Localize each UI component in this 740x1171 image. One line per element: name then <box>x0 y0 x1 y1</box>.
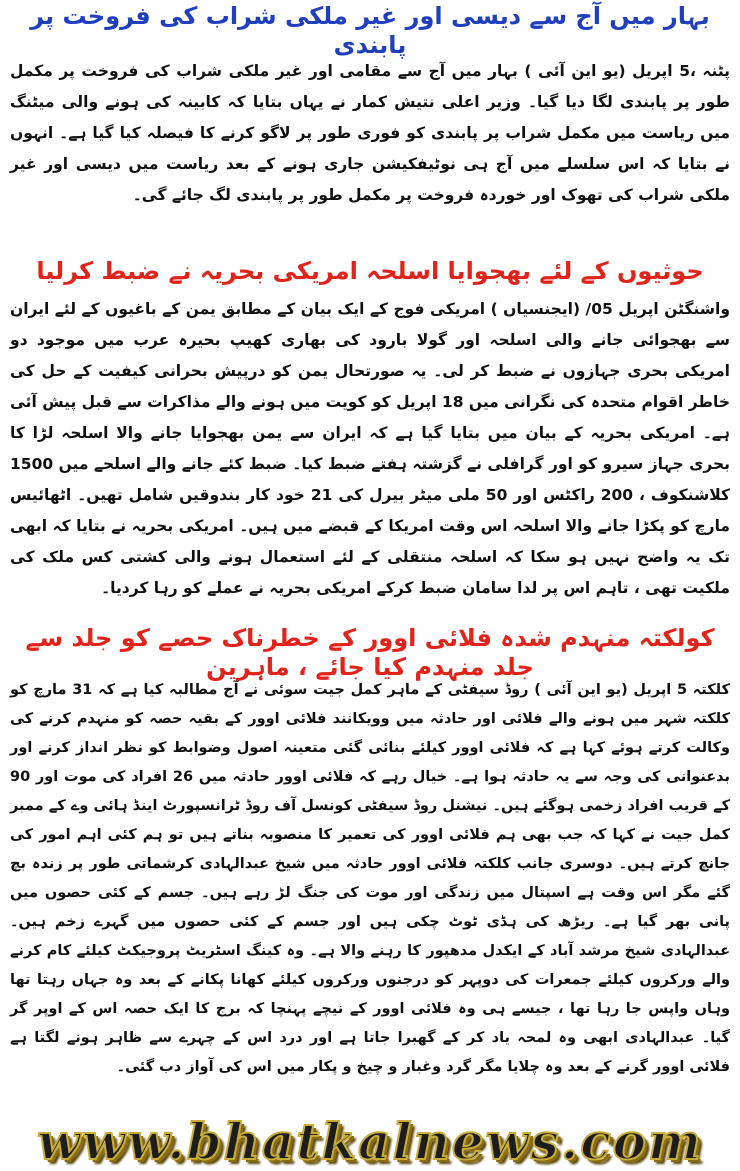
headline-houthi-arms: حوثیوں کے لئے بھجوایا اسلحہ امریکی بحریہ نے ضبط کرلیا <box>36 256 704 285</box>
headline-kolkata-flyover: کولکتہ منہدم شدہ فلائی اوور کے خطرناک حصے کو جلد سے جلد منہدم کیا جائے ، ماہرین <box>25 624 715 681</box>
website-watermark: www.bhatkalnews.com <box>37 1111 703 1171</box>
footer-watermark <box>0 1112 740 1170</box>
headline-liquor-ban: بہار میں آج سے دیسی اور غیر ملکی شراب کی فروخت پر پابندی <box>30 2 710 59</box>
article-body-liquor-ban: پٹنہ ،5 اپریل (یو این آئی ) بہار میں آج سے مقامی اور غیر ملکی شراب کی فروخت پر مکمل طور پر پابندی لگا دیا گیا۔ وزیر اعلی نتیش کمار نے یہاں بتایا کہ کابینہ کی ہونے والی میٹنگ میں ریاست میں مکمل شراب پر پابندی کو فوری طور پر لاگو کرنے کا فیصلہ کیا گیا ہے۔ انہوں نے بتایا کہ اس سلسلے میں آج ہی نوٹیفکیشن جاری ہونے کے بعد ریاست میں دیسی اور غیر ملکی شراب کی تھوک اور خوردہ فروخت پر مکمل طور پر پابندی لگ جائے گی۔ <box>10 62 730 204</box>
article-body-houthi-arms: واشنگٹن اپریل 05/ (ایجنسیاں ) امریکی فوج کے ایک بیان کے مطابق یمن کے باغیوں کے لئے ایران سے بھجوائی جانے والی اسلحہ اور گولا بارود کی بھاری کھیپ بحیرہ عرب میں موجود دو امریکی بحری جہازوں نے ضبط کر لی۔ یہ صورتحال یمن کو درپیش بحرانی کیفیت کے حل کی خاطر اقوام متحدہ کی نگرانی میں 18 اپریل کو کویت میں ہونے والے مذاکرات سے قبل پیش آئی ہے۔ امریکی بحریہ کے بیان میں بتایا گیا ہے کہ ایران سے یمن بھجوایا جانے والا اسلحہ لڑا کا بحری جہاز سیرو کو اور گرافلی نے گزشتہ ہفتے ضبط کیا۔ ضبط کئے جانے والے اسلحے میں 1500 کلاشنکوف ، 200 راکٹس اور 50 ملی میٹر بیرل کی 21 خود کار بندوقیں شامل تھیں۔ اٹھائیس مارچ کو پکڑا جانے والا اسلحہ اس وقت امریکا کے قبضے میں ہیں۔ امریکی بحریہ نے بتایا کہ ابھی تک یہ واضح نہیں ہو سکا کہ اسلحہ منتقلی کے لئے استعمال ہونے والی کشتی کس ملک کی ملکیت تھی ، تاہم اس پر لدا سامان ضبط کرکے امریکی بحریہ نے عملے کو رہا کردیا۔ <box>10 300 731 597</box>
article-body-kolkata-flyover: کلکتہ 5 اپریل (یو این آئی ) روڈ سیفٹی کے ماہر کمل جیت سوئی نے آج مطالبہ کیا ہے کہ 31 مارچ کو کلکتہ شہر میں ہونے والے فلائی اور حادثہ میں وویکانند فلائی اوور کے بقیہ حصہ کو منہدم کرنے کی وکالت کرتے ہوئے کہا ہے کہ فلائی اوور کیلئے بنائی گئی متعینہ اصول وضوابط کو نظر انداز کرنے اور بدعنوانی کی وجہ سے یہ حادثہ ہوا ہے۔ خیال رہے کہ فلائی اوور حادثہ میں 26 افراد کی موت اور 90 کے قریب افراد زخمی ہوگئے ہیں۔ نیشنل روڈ سیفٹی کونسل آف روڈ ٹرانسپورٹ اینڈ ہائی وے کے ممبر کمل جیت نے کہا کہ جب بھی ہم فلائی اوور کی تعمیر کا منصوبہ بناتے ہیں تو ہم کئی اہم امور کی جانچ کرتے ہیں۔ دوسری جانب کلکتہ فلائی اوور حادثہ میں شیخ عبدالہادی کرشماتی طور پر زندہ بچ گئے مگر اس وقت ہے اسپتال میں زندگی اور موت کی جنگ لڑ رہے ہیں۔ جسم کے کئی حصوں میں پانی بھر گیا ہے۔ ریڑھ کی ہڈی ٹوٹ چکی ہیں اور جسم کے کئی حصوں میں گہرے زخم ہیں۔ عبدالہادی شیخ مرشد آباد کے ایکدل مدھپور کا رہنے والا ہے۔ وہ کینگ اسٹریٹ پروجیکٹ کیلئے کام کرنے والے ورکروں کیلئے جمعرات کی دوپہر کو درجنوں ورکروں کیلئے کھانا پکانے کے بعد وہ جہاں رہتا تھا وہاں واپس جا رہا تھا ، جیسے ہی وہ فلائی اوور کے نیچے پہنچا کہ برج کا ایک حصہ اس کے اوپر گر گیا۔ عبدالہادی ابھی وہ لمحہ یاد کر کے گھبرا جاتا ہے اور درد اس کے چہرے سے ظاہر ہونے لگتا ہے فلائی اوور گرنے کے بعد وہ چلایا مگر گرد وغبار و چیخ و پکار میں اس کی آواز دب گئی۔ <box>10 682 731 1075</box>
